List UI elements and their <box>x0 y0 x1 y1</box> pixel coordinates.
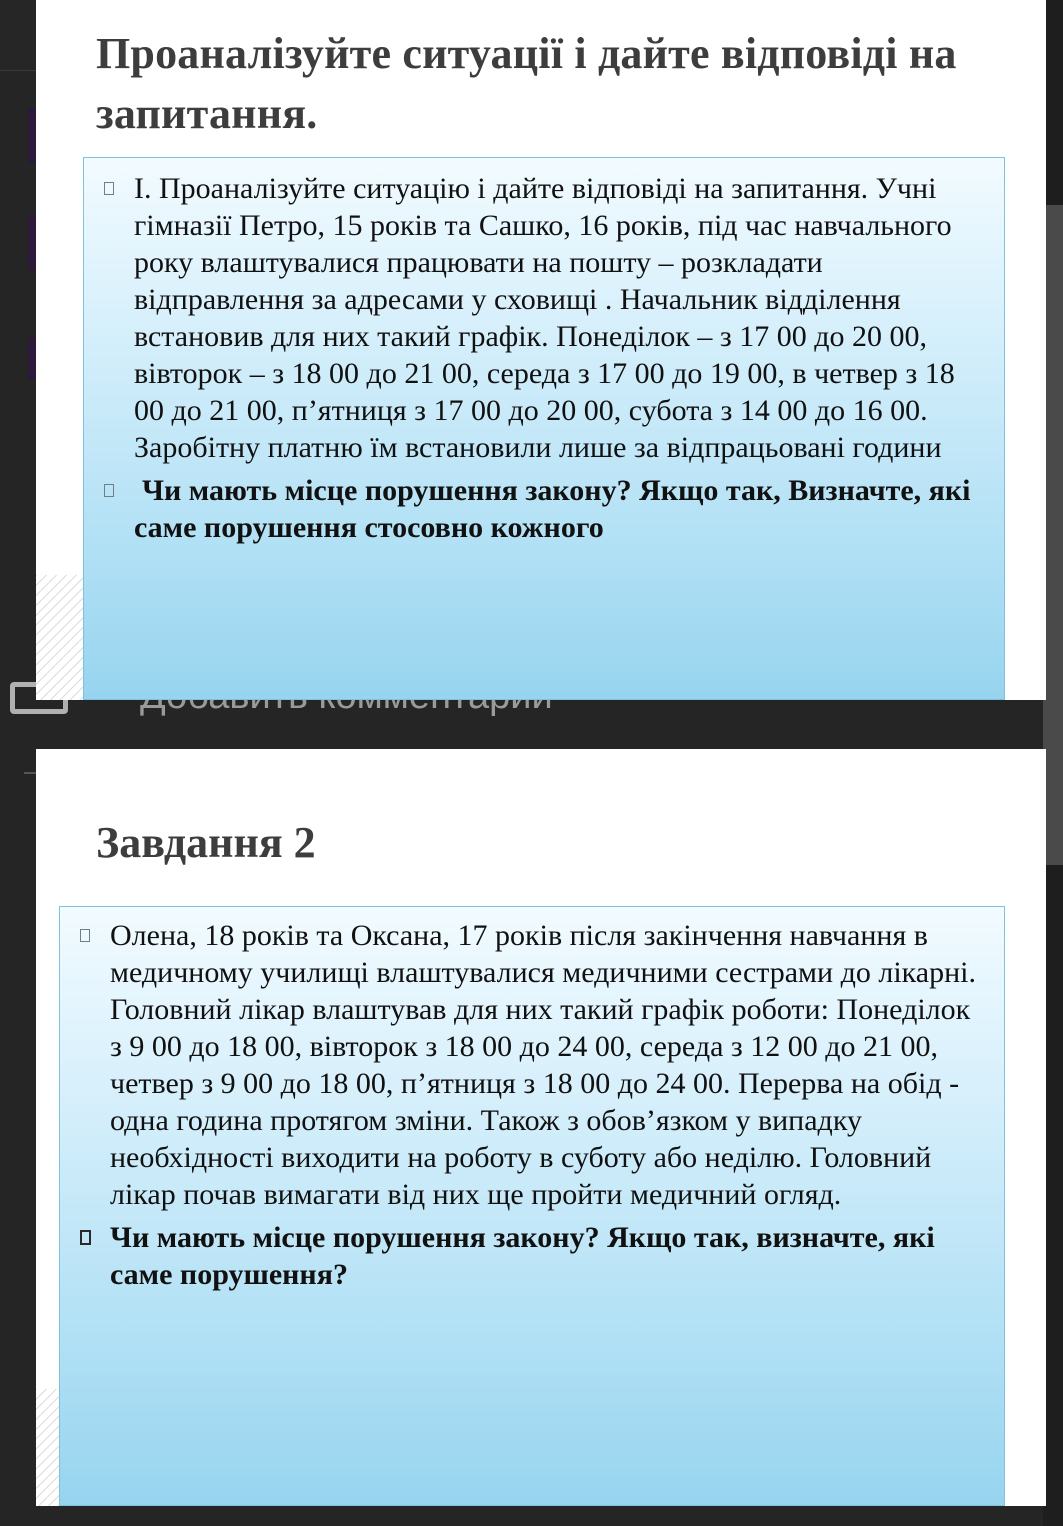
slide-1 <box>36 0 1046 700</box>
slide-1-question: Чи мають місце порушення закону? Якщо так, Визначте, які саме порушення стосовно кожного <box>134 474 971 544</box>
slide-2-paragraph-item <box>110 917 988 1213</box>
slide-1-paragraph: І. Проаналізуйте ситуацію і дайте відповіді на запитання. Учні гімназії Петро, 15 років та Сашко, 16 років, під час навчального року влаштувалися працювати на пошту – розкладати відправлення за адресами у сховищі . Начальник відділення встановив для них такий графік. Понеділок – з 17 00 до 20 00, вівторок – з 18 00 до 21 00, середа з 17 00 до 19 00, в четвер з 18 00 до 21 00, п’ятниця з 17 00 до 20 00, субота з 14 00 до 16 00. Заробітну платню їм встановили лише за відпрацьовані години <box>134 172 955 464</box>
slide-hatch-decoration <box>36 575 84 700</box>
square-bullet-icon <box>80 929 90 942</box>
square-bullet-icon <box>80 1230 91 1245</box>
square-bullet-icon <box>104 182 114 195</box>
slide-1-question-item <box>134 472 988 546</box>
slide-2-content-box <box>59 906 1005 1506</box>
slide-2 <box>36 749 1046 1506</box>
square-bullet-icon <box>104 484 114 497</box>
slide-2-question-item <box>110 1219 988 1293</box>
slide-2-paragraph: Олена, 18 років та Оксана, 17 років після закінчення навчання в медичному училищі влаштувалися медичними сестрами до лікарні. Головний лікар влаштував для них такий графік роботи: Понеділок з 9 00 до 18 00, вівторок з 18 00 до 24 00, середа з 12 00 до 21 00, четвер з 9 00 до 18 00, п’ятниця з 18 00 до 24 00. Перерва на обід - одна година протягом зміни. Також з обов’язком у випадку необхідності виходити на роботу в суботу або неділю. Головний лікар почав вимагати від них ще пройти медичний огляд. <box>110 919 976 1211</box>
slide-1-paragraph-item <box>134 170 988 466</box>
slide-1-content-box <box>83 157 1005 700</box>
slide-2-question: Чи мають місце порушення закону? Якщо так, визначте, які саме порушення? <box>110 1221 935 1291</box>
scrollbar-thumb[interactable] <box>1043 205 1063 865</box>
slide-2-title: Завдання 2 <box>96 818 316 867</box>
slide-1-title: Проаналізуйте ситуації і дайте відповіді на запитання. <box>96 29 957 138</box>
